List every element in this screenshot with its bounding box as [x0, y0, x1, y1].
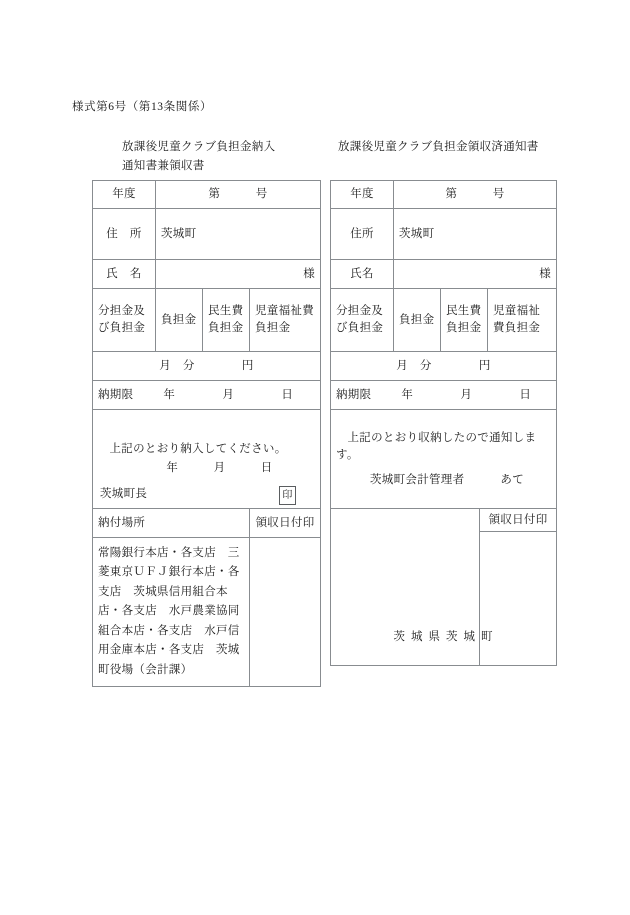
- charge-col1-label: 負担金: [156, 289, 203, 352]
- month-amount-cell[interactable]: 月 分 円: [93, 352, 321, 381]
- table-row-address: [93, 209, 321, 260]
- receipt-stamp-label: 領収日付印: [480, 509, 556, 532]
- table-row-address: [331, 209, 557, 260]
- seal-icon: 印: [279, 486, 296, 505]
- charge-col3-label: 児童福祉費負担金: [488, 289, 557, 352]
- name-label: 氏名: [331, 260, 394, 289]
- table-row-year: [93, 181, 321, 209]
- table-row-banks: [93, 538, 321, 687]
- table-row-name: [93, 260, 321, 289]
- left-form-title: [122, 138, 275, 176]
- address-label: 住所: [331, 209, 394, 260]
- name-label: 氏 名: [93, 260, 156, 289]
- form-number-label: 様式第6号（第13条関係）: [72, 101, 213, 113]
- accounting-manager-line: [336, 472, 551, 489]
- table-row-month-amount: [331, 352, 557, 381]
- table-row-payment-place-header: [93, 509, 321, 538]
- notice-cell: [93, 410, 321, 509]
- receipt-stamp-label: 領収日付印: [250, 509, 321, 538]
- addressee-label: あて: [500, 473, 525, 486]
- bottom-caption: 茨城県茨城町: [393, 631, 499, 643]
- deadline-cell[interactable]: [331, 381, 557, 410]
- bank-list: 常陽銀行本店・各支店 三菱東京ＵＦＪ銀行本店・各支店 茨城県信用組合本店・各支店 水戸農業協同組合本店・各支店 水戸信用金庫本店・各支店 茨城町役場（会計課）: [93, 538, 250, 687]
- deadline-date: 年 月 日: [163, 388, 294, 401]
- right-form-title-line1: 放課後児童クラブ負担金領収済通知書: [338, 141, 539, 153]
- table-row-month-amount: [93, 352, 321, 381]
- address-value-cell[interactable]: [394, 209, 557, 260]
- name-value-cell[interactable]: 様: [156, 260, 321, 289]
- number-label: 第 号: [156, 181, 321, 209]
- left-form-title-line2: 通知書兼領収書: [122, 160, 205, 172]
- notice-date[interactable]: 年 月 日: [166, 462, 273, 474]
- table-row-notice: [331, 410, 557, 509]
- signer-name: 茨城町会計管理者: [370, 473, 465, 486]
- payment-place-label: 納付場所: [93, 509, 250, 538]
- number-label: 第 号: [394, 181, 557, 209]
- charge-col2-label: 民生費負担金: [441, 289, 488, 352]
- address-value-cell[interactable]: [156, 209, 321, 260]
- table-row-notice: [93, 410, 321, 509]
- deadline-label: 納期限: [336, 388, 372, 401]
- address-value: 茨城町: [161, 227, 197, 240]
- notice-text: 上記のとおり納入してください。: [109, 443, 287, 455]
- table-row-deadline: [331, 381, 557, 410]
- table-row-deadline: [93, 381, 321, 410]
- year-label: 年度: [93, 181, 156, 209]
- receipt-notice-table: [330, 180, 557, 666]
- address-label: 住 所: [93, 209, 156, 260]
- table-row-charge-headers: [93, 289, 321, 352]
- table-row-charge-headers: [331, 289, 557, 352]
- left-form-title-line1: 放課後児童クラブ負担金納入: [122, 141, 276, 153]
- charge-col3-label: 児童福祉費負担金: [250, 289, 321, 352]
- name-value-cell[interactable]: 様: [394, 260, 557, 289]
- signer-name: 茨城町長: [100, 488, 148, 500]
- month-amount-cell[interactable]: 月 分 円: [331, 352, 557, 381]
- deadline-label: 納期限: [98, 388, 134, 401]
- table-row-year: [331, 181, 557, 209]
- charge-col2-label: 民生費負担金: [203, 289, 250, 352]
- table-row-name: [331, 260, 557, 289]
- charge-col1-label: 負担金: [394, 289, 441, 352]
- notice-text: 上記のとおり収納したので通知します。: [336, 431, 537, 461]
- notice-cell: [331, 410, 557, 509]
- charge-label: 分担金及び負担金: [93, 289, 156, 352]
- payment-notice-table: [92, 180, 321, 687]
- address-value: 茨城町: [399, 227, 435, 240]
- deadline-date: 年 月 日: [401, 388, 532, 401]
- charge-label: 分担金及び負担金: [331, 289, 394, 352]
- right-form-title: [338, 138, 539, 157]
- receipt-stamp-area[interactable]: [250, 538, 321, 687]
- year-label: 年度: [331, 181, 394, 209]
- deadline-cell[interactable]: [93, 381, 321, 410]
